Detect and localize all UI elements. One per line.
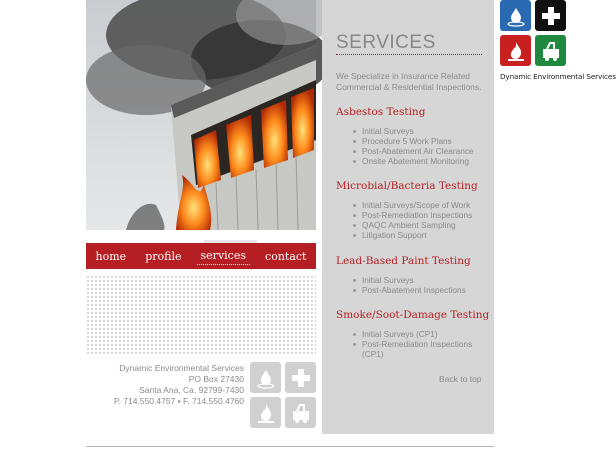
page-title: SERVICES	[336, 32, 436, 53]
plus-icon	[535, 0, 566, 31]
lead-paint-list	[362, 275, 490, 295]
fire-icon	[500, 35, 531, 66]
dotted-pattern-panel	[86, 275, 316, 355]
section-heading-lead-paint: Lead-Based Paint Testing	[336, 255, 471, 267]
company-name: Dynamic Environmental Services	[500, 72, 616, 81]
list-item: Post-Remediation Inspections	[362, 210, 490, 220]
smoke-soot-list	[362, 329, 480, 359]
main-navigation	[86, 243, 316, 269]
list-item: Initial Surveys	[362, 126, 490, 136]
water-drop-icon	[500, 0, 531, 31]
list-item: Onsite Abatement Monitoring	[362, 156, 490, 166]
address-po-box: PO Box 27430	[188, 374, 244, 384]
nav-home[interactable]: home	[95, 249, 127, 263]
list-item: Initial Surveys/Scope of Work	[362, 200, 490, 210]
section-heading-microbial: Microbial/Bacteria Testing	[336, 180, 478, 192]
water-drop-icon	[250, 362, 281, 393]
list-item: Post-Remediation Inspections (CP1)	[362, 339, 480, 359]
contact-address	[86, 363, 244, 407]
services-intro: We Specialize in Insurance Related Commercial & Residential Inspections.	[336, 71, 482, 92]
nav-services[interactable]: services	[197, 247, 250, 265]
list-item: Initial Surveys	[362, 275, 490, 285]
title-divider	[336, 54, 482, 55]
fire-icon	[250, 397, 281, 428]
list-item: Initial Surveys (CP1)	[362, 329, 480, 339]
section-heading-smoke-soot: Smoke/Soot-Damage Testing	[336, 309, 490, 321]
address-company: Dynamic Environmental Services	[119, 363, 244, 373]
burning-building-illustration	[86, 0, 316, 230]
list-item: QAQC Ambient Sampling	[362, 220, 490, 230]
services-panel	[322, 0, 494, 434]
list-item: Litigation Support	[362, 230, 490, 240]
nav-profile[interactable]: profile	[145, 249, 182, 263]
list-item: Post-Abatement Air Clearance	[362, 146, 490, 156]
machine-icon	[535, 35, 566, 66]
address-phone-fax: P. 714.550.4757 ▪ F. 714.550.4760	[114, 396, 244, 406]
footer-divider	[86, 446, 494, 447]
footer-logo-grey	[250, 362, 316, 428]
asbestos-list	[362, 126, 490, 166]
list-item: Post-Abatement Inspections	[362, 285, 490, 295]
machine-icon	[285, 397, 316, 428]
hero-photo-burning-building	[86, 0, 316, 230]
list-item: Procedure 5 Work Plans	[362, 136, 490, 146]
plus-icon	[285, 362, 316, 393]
address-city: Santa Ana, Ca. 92799-7430	[139, 385, 244, 395]
section-heading-asbestos: Asbestos Testing	[336, 106, 426, 118]
nav-contact[interactable]: contact	[265, 249, 307, 263]
brand-logo[interactable]	[500, 0, 566, 66]
microbial-list	[362, 200, 490, 240]
back-to-top-link[interactable]: Back to top	[439, 374, 482, 384]
